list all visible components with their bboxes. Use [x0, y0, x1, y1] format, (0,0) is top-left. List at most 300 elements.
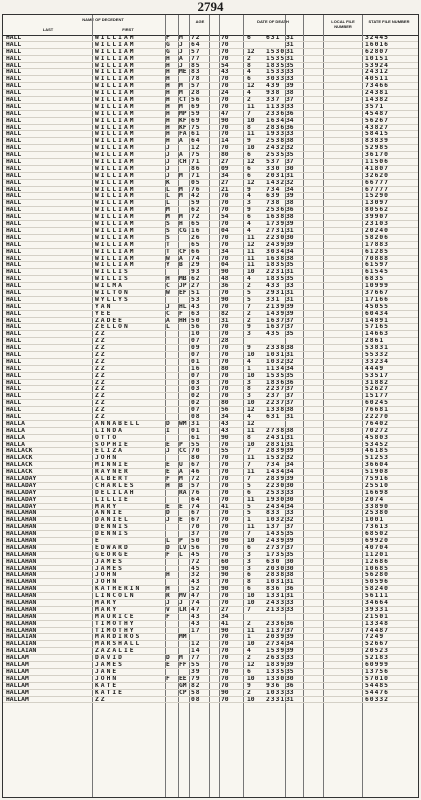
decedent-first-name: E: [95, 538, 101, 545]
month: 10: [247, 696, 255, 703]
decedent-last-name: HALL: [6, 165, 22, 172]
code: 70: [221, 131, 229, 138]
state-file-number: 61545: [365, 269, 389, 276]
decedent-first-name: WILLIAM: [95, 241, 136, 248]
age: 50: [191, 317, 201, 324]
state-file-number: 20240: [365, 227, 389, 234]
decedent-last-name: HALLAHAN: [6, 551, 37, 558]
age: 65: [191, 221, 201, 228]
middle-initial: M: [166, 214, 171, 221]
race-code: CT: [179, 97, 187, 104]
year: 30: [286, 675, 294, 682]
day: 439: [266, 83, 281, 90]
code: 70: [221, 455, 229, 462]
age: 31: [191, 420, 201, 427]
middle-initial: J: [166, 303, 171, 310]
code: 70: [221, 593, 229, 600]
state-file-number: 67777: [365, 186, 389, 193]
code: 14: [221, 138, 229, 145]
decedent-first-name: WILLIAM: [95, 62, 136, 69]
table-row: [3, 421, 418, 428]
day: 1033: [266, 689, 286, 696]
decedent-first-name: WILLIAM: [95, 248, 136, 255]
year: 31: [286, 413, 294, 420]
year: 33: [286, 510, 294, 517]
state-file-number: 24381: [365, 90, 389, 97]
year: 31: [286, 269, 294, 276]
day: 734: [266, 186, 281, 193]
middle-initial: R: [166, 593, 171, 600]
decedent-first-name: TIMOTHY: [95, 627, 136, 634]
race-code: LR: [179, 606, 187, 613]
month: 4: [247, 193, 251, 200]
year: 38: [286, 407, 294, 414]
age: 27: [191, 283, 201, 290]
middle-initial: L: [166, 538, 171, 545]
month: 8: [247, 579, 251, 586]
decedent-last-name: HALL: [6, 262, 22, 269]
day: 1335: [266, 668, 286, 675]
decedent-last-name: HALL: [6, 193, 22, 200]
month: 1: [247, 365, 251, 372]
decedent-last-name: HALLACK: [6, 455, 33, 462]
decedent-last-name: HALLADAY: [6, 476, 37, 482]
day: 2439: [266, 538, 286, 545]
table-row: [3, 380, 418, 387]
middle-initial: A: [166, 317, 171, 324]
day: 2533: [266, 489, 286, 496]
day: 137: [266, 524, 281, 531]
code: 70: [221, 303, 229, 310]
code: 24: [221, 90, 229, 97]
code: 70: [221, 489, 229, 496]
state-file-number: 13097: [365, 200, 389, 207]
race-code: RA: [179, 489, 187, 496]
day: 1535: [266, 55, 286, 62]
year: 38: [286, 138, 294, 145]
decedent-last-name: HALLAM: [6, 682, 29, 689]
state-file-number: 45055: [365, 303, 389, 310]
decedent-first-name: DELILAH: [95, 489, 136, 496]
age: 76: [191, 489, 201, 496]
month: 6: [247, 544, 251, 551]
day: 1933: [266, 131, 286, 138]
table-row: [3, 559, 418, 566]
decedent-last-name: HALL: [6, 83, 22, 90]
decedent-last-name: HALL: [6, 131, 22, 138]
day: 2839: [266, 476, 286, 482]
table-row: [3, 669, 418, 676]
code: 70: [221, 145, 229, 152]
month: 11: [247, 496, 255, 503]
age: 12: [191, 145, 201, 152]
decedent-last-name: HALL: [6, 283, 22, 290]
month: 6: [247, 214, 251, 221]
month: 6: [247, 572, 251, 579]
decedent-first-name: ZAZALIE: [95, 648, 136, 655]
decedent-first-name: ELIZA: [95, 448, 124, 455]
table-row: [3, 366, 418, 373]
decedent-first-name: JANE: [95, 668, 119, 675]
age: 45: [191, 565, 201, 572]
month: 9: [247, 138, 251, 145]
state-file-number: 51908: [365, 469, 389, 476]
year: 30: [286, 165, 294, 172]
year: 35: [286, 551, 294, 558]
state-file-number: 60332: [365, 696, 389, 703]
table-row: [3, 400, 418, 407]
month: 8: [247, 386, 251, 393]
age: 07: [191, 338, 201, 345]
state-file-number: 3571: [365, 103, 385, 110]
year: 30: [286, 565, 294, 572]
decedent-first-name: WILLIAM: [95, 90, 136, 97]
month: 2: [247, 97, 251, 104]
age: 52: [191, 586, 201, 593]
state-file-number: 17883: [365, 241, 389, 248]
table-row: [3, 304, 418, 311]
month: 8: [247, 124, 251, 131]
age: 86: [191, 165, 201, 172]
code: 47: [221, 110, 229, 117]
year: 36: [286, 620, 294, 627]
middle-initial: F: [166, 675, 171, 682]
code: 70: [221, 221, 229, 228]
year: 30: [286, 234, 294, 241]
age: 66: [191, 248, 201, 255]
header-date-of-death: DATE OF DEATH: [257, 19, 289, 24]
state-file-number: 75916: [365, 476, 389, 482]
month: 6: [247, 152, 251, 159]
code: 54: [221, 214, 229, 221]
age: 01: [191, 427, 201, 434]
month: 10: [247, 269, 255, 276]
race-code: MM: [179, 634, 187, 641]
decedent-last-name: HALLA: [6, 441, 25, 448]
code: 41: [221, 620, 229, 627]
middle-initial: J: [166, 517, 171, 524]
table-row: [3, 249, 418, 256]
middle-initial: Y: [166, 262, 171, 269]
month: 12: [247, 662, 255, 669]
middle-initial: H: [166, 97, 171, 104]
table-row: [3, 200, 418, 207]
decedent-first-name: WILLIAM: [95, 103, 136, 110]
table-row: [3, 166, 418, 173]
decedent-last-name: HALLAHAN: [6, 572, 37, 579]
decedent-first-name: ANNIE: [95, 510, 124, 517]
year: 35: [286, 668, 294, 675]
day: 2434: [266, 503, 286, 510]
day: 2831: [266, 441, 286, 448]
table-row: [3, 76, 418, 83]
month: 6: [247, 668, 251, 675]
decedent-last-name: HALL: [6, 62, 22, 69]
age: 45: [191, 551, 201, 558]
table-row: [3, 373, 418, 380]
code: 70: [221, 393, 229, 400]
month: 2: [247, 689, 251, 696]
day: 1638: [266, 214, 286, 221]
year: 31: [286, 441, 294, 448]
decedent-last-name: HALLAHAN: [6, 510, 37, 517]
race-code: M: [179, 193, 183, 200]
day: 2139: [266, 303, 286, 310]
year: 32: [286, 358, 294, 365]
middle-initial: H: [166, 131, 171, 138]
race-code: KF: [179, 117, 187, 124]
decedent-first-name: ZZ: [95, 696, 107, 703]
year: 37: [286, 324, 294, 331]
year: 39: [286, 634, 294, 641]
day: 2931: [266, 289, 286, 296]
decedent-last-name: HALL: [6, 255, 22, 262]
month: 10: [247, 441, 255, 448]
state-file-number: 52985: [365, 145, 389, 152]
decedent-first-name: WILLIAM: [95, 55, 136, 62]
decedent-last-name: HALL: [6, 372, 22, 379]
decedent-first-name: WILLIAM: [95, 35, 136, 41]
month: 4: [247, 90, 251, 97]
year: 39: [286, 648, 294, 655]
code: 90: [221, 572, 229, 579]
day: 2538: [266, 138, 286, 145]
race-code: A: [179, 152, 183, 159]
table-row: [3, 386, 418, 393]
age: 28: [191, 90, 201, 97]
race-code: EE: [179, 675, 187, 682]
state-file-number: 83839: [365, 138, 389, 145]
code: 82: [221, 310, 229, 317]
year: 37: [286, 386, 294, 393]
decedent-first-name: WILLIAM: [95, 179, 136, 186]
month: 12: [247, 241, 255, 248]
age: 29: [191, 262, 201, 269]
age: 56: [191, 324, 201, 331]
state-file-number: 10151: [365, 55, 389, 62]
code: 41: [221, 503, 229, 510]
month: 12: [247, 420, 255, 427]
state-file-number: 56280: [365, 572, 389, 579]
code: 70: [221, 441, 229, 448]
year: 32: [286, 517, 294, 524]
month: 3: [247, 379, 251, 386]
month: 9: [247, 324, 251, 331]
decedent-last-name: HALL: [6, 324, 22, 331]
state-file-number: 16016: [365, 41, 389, 48]
state-file-number: 52183: [365, 655, 389, 662]
decedent-last-name: HALLAIAN: [6, 641, 37, 648]
decedent-first-name: DANIEL: [95, 517, 130, 524]
decedent-last-name: HALLADAY: [6, 489, 37, 496]
day: 1839: [266, 662, 286, 669]
decedent-first-name: ZELLON: [95, 324, 130, 331]
state-file-number: 74487: [365, 627, 389, 634]
year: 33: [286, 283, 294, 290]
code: 70: [221, 668, 229, 675]
code: 36: [221, 283, 229, 290]
year: 33: [286, 69, 294, 76]
decedent-first-name: WILMA: [95, 283, 124, 290]
age: 69: [191, 103, 201, 110]
decedent-last-name: HALLAHAN: [6, 565, 37, 572]
day: 2031: [266, 172, 286, 179]
month: 5: [247, 482, 251, 489]
year: 36: [286, 110, 294, 117]
day: 2838: [266, 572, 286, 579]
code: 90: [221, 627, 229, 634]
day: 2331: [266, 696, 286, 703]
year: 37: [286, 400, 294, 407]
month: 2: [247, 310, 251, 317]
table-row: [3, 118, 418, 125]
day: 2633: [266, 655, 286, 662]
state-file-number: 60434: [365, 310, 389, 317]
state-file-number: 56111: [365, 593, 389, 600]
age: 08: [191, 696, 201, 703]
state-file-number: 60999: [365, 662, 389, 669]
year: 31: [286, 593, 294, 600]
state-file-number: 39907: [365, 214, 389, 221]
year: 31: [286, 579, 294, 586]
table-row: [3, 442, 418, 449]
decedent-last-name: HALLA: [6, 420, 25, 427]
state-file-number: 54485: [365, 682, 389, 689]
day: 2237: [266, 400, 286, 407]
year: 37: [286, 544, 294, 551]
year: 38: [286, 345, 294, 352]
decedent-last-name: HALLAHAN: [6, 606, 37, 613]
month: 11: [247, 427, 255, 434]
decedent-first-name: MARY: [95, 503, 119, 510]
decedent-first-name: WILLIS: [95, 276, 130, 283]
race-code: CF: [179, 248, 187, 255]
middle-initial: J: [166, 145, 171, 152]
year: 31: [286, 55, 294, 62]
day: 1836: [266, 379, 286, 386]
year: 33: [286, 689, 294, 696]
decedent-last-name: HALL: [6, 124, 22, 131]
code: 80: [221, 365, 229, 372]
decedent-last-name: HALL: [6, 407, 22, 414]
year: 38: [286, 214, 294, 221]
age: 70: [191, 524, 201, 531]
age: 72: [191, 558, 201, 565]
age: 37: [191, 531, 201, 538]
age: 77: [191, 55, 201, 62]
decedent-last-name: HALL: [6, 200, 22, 207]
table-row: [3, 614, 418, 621]
middle-initial: E: [166, 503, 171, 510]
month: 11: [247, 103, 255, 110]
table-row: [3, 593, 418, 600]
decedent-last-name: HALL: [6, 159, 22, 166]
month: 6: [247, 586, 251, 593]
age: 07: [191, 407, 201, 414]
code: 56: [221, 407, 229, 414]
race-code: HH: [179, 317, 187, 324]
decedent-last-name: HALL: [6, 345, 22, 352]
table-row: [3, 524, 418, 531]
table-row: [3, 83, 418, 90]
table-row: [3, 152, 418, 159]
table-row: [3, 490, 418, 497]
code: 70: [221, 48, 229, 55]
middle-initial: C: [166, 283, 171, 290]
month: 4: [247, 227, 251, 234]
table-row: [3, 338, 418, 345]
decedent-first-name: JOHN: [95, 455, 119, 462]
day: 2432: [266, 145, 286, 152]
code: 70: [221, 358, 229, 365]
middle-initial: E: [166, 662, 171, 669]
decedent-first-name: ZZ: [95, 400, 107, 407]
code: 70: [221, 696, 229, 703]
age: 42: [191, 193, 201, 200]
decedent-first-name: WILLIAM: [95, 214, 136, 221]
month: 4: [247, 69, 251, 76]
decedent-first-name: KATIE: [95, 689, 124, 696]
state-file-number: 53831: [365, 345, 389, 352]
table-row: [3, 290, 418, 297]
year: 30: [286, 482, 294, 489]
month: 9: [247, 186, 251, 193]
table-row: [3, 235, 418, 242]
middle-initial: D: [166, 544, 171, 551]
state-file-number: 33890: [365, 503, 389, 510]
header-last: LAST: [42, 27, 54, 32]
table-row: [3, 517, 418, 524]
state-file-number: 70272: [365, 427, 389, 434]
state-file-number: 14663: [365, 331, 389, 338]
day: 2336: [266, 110, 286, 117]
decedent-first-name: MARSHALL: [95, 641, 142, 648]
table-row: [3, 628, 418, 635]
table-row: [3, 579, 418, 586]
race-code: MP: [179, 110, 187, 117]
middle-initial: E: [166, 469, 171, 476]
day: 1835: [266, 276, 286, 283]
month: 11: [247, 255, 255, 262]
state-file-number: 4449: [365, 365, 385, 372]
decedent-first-name: WILLIAM: [95, 255, 136, 262]
age: 46: [191, 469, 201, 476]
decedent-first-name: WILLIAM: [95, 221, 136, 228]
decedent-first-name: WILLIAM: [95, 227, 136, 234]
table-row: [3, 690, 418, 697]
decedent-first-name: OTTO: [95, 434, 119, 441]
code: 43: [221, 427, 229, 434]
day: 2731: [266, 227, 286, 234]
year: 35: [286, 331, 294, 338]
age: 07: [191, 372, 201, 379]
age: 93: [191, 269, 201, 276]
state-file-number: 2861: [365, 338, 385, 345]
code: 04: [221, 227, 229, 234]
month: 8: [247, 434, 251, 441]
middle-initial: H: [166, 124, 171, 131]
age: 72: [191, 214, 201, 221]
code: 70: [221, 675, 229, 682]
year: 31: [286, 296, 294, 303]
table-row: [3, 572, 418, 579]
year: 39: [286, 662, 294, 669]
race-code: A: [179, 469, 183, 476]
race-code: WM: [179, 420, 187, 427]
day: 2231: [266, 269, 286, 276]
decedent-last-name: HALLACK: [6, 469, 33, 476]
year: 34: [286, 641, 294, 648]
